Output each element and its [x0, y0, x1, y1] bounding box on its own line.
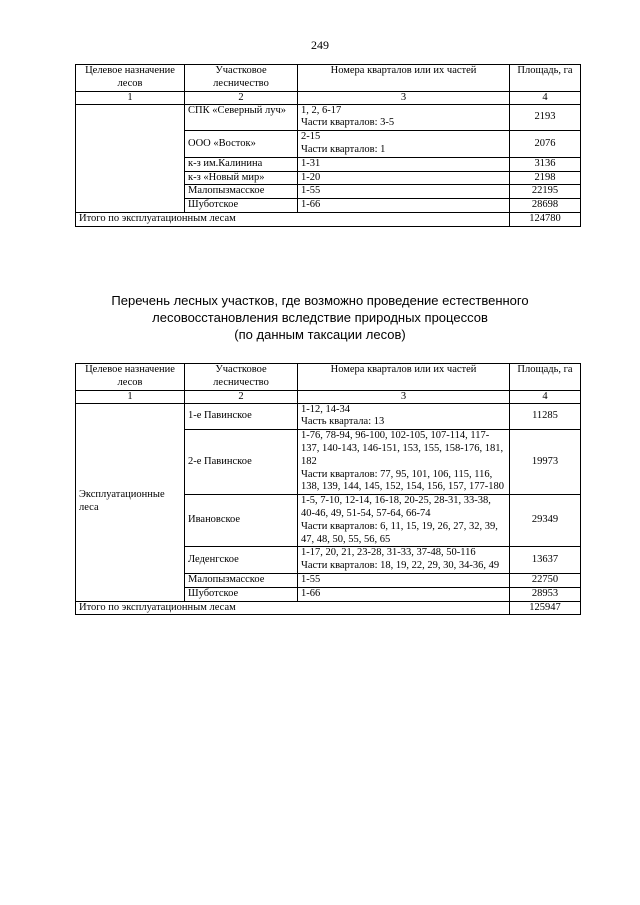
- forestry-cell: Шуботское: [185, 587, 298, 601]
- area-cell: 2193: [510, 104, 581, 131]
- quarters-full: 1-12, 14-34: [301, 403, 350, 415]
- header-quarters: Номера кварталов или их частей: [298, 364, 510, 391]
- table-header-row: [76, 364, 581, 391]
- header-quarters: Номера кварталов или их частей: [298, 65, 510, 92]
- area-cell: 29349: [510, 495, 581, 547]
- forestry-cell: 1-е Павинское: [185, 403, 298, 430]
- header-purpose: Целевое назначение лесов: [76, 364, 185, 391]
- heading-line: Перечень лесных участков, где возможно проведение естественного: [111, 293, 529, 308]
- quarters-cell: 1-66: [298, 199, 510, 213]
- area-cell: 2076: [510, 131, 581, 158]
- quarters-cell: [298, 495, 510, 547]
- section-heading: [0, 292, 640, 343]
- header-forestry: Участковое лесничество: [185, 65, 298, 92]
- table-row: [76, 104, 581, 131]
- forestry-cell: Малопызмасское: [185, 185, 298, 199]
- forestry-cell: СПК «Северный луч»: [185, 104, 298, 131]
- quarters-full: 2-15: [301, 131, 321, 143]
- quarters-cell: [298, 430, 510, 495]
- quarters-cell: 1-55: [298, 574, 510, 588]
- total-label: Итого по эксплуатационным лесам: [76, 213, 510, 227]
- column-number: 4: [510, 390, 581, 403]
- purpose-cell: Эксплуатационные леса: [76, 403, 185, 601]
- table-row: [76, 403, 581, 430]
- total-value: 124780: [510, 213, 581, 227]
- header-area: Площадь, га: [510, 65, 581, 92]
- quarters-cell: [298, 547, 510, 574]
- header-area: Площадь, га: [510, 364, 581, 391]
- column-number: 4: [510, 91, 581, 104]
- column-number-row: [76, 91, 581, 104]
- forestry-cell: 2-е Павинское: [185, 430, 298, 495]
- column-number-row: [76, 390, 581, 403]
- quarters-partial: Части кварталов: 1: [301, 144, 386, 156]
- heading-line: (по данным таксации лесов): [234, 327, 406, 342]
- area-cell: 11285: [510, 403, 581, 430]
- quarters-partial: Части кварталов: 3-5: [301, 117, 395, 129]
- quarters-partial: Части кварталов: 77, 95, 101, 106, 115, 116, 138, 139, 144, 145, 152, 154, 156, 157, 177-180: [301, 468, 504, 493]
- column-number: 3: [298, 390, 510, 403]
- table-natural-regeneration: [75, 363, 581, 615]
- quarters-cell: 1-66: [298, 587, 510, 601]
- quarters-full: 1, 2, 6-17: [301, 104, 342, 116]
- total-label: Итого по эксплуатационным лесам: [76, 601, 510, 615]
- column-number: 2: [185, 91, 298, 104]
- header-forestry: Участковое лесничество: [185, 364, 298, 391]
- table-header-row: [76, 65, 581, 92]
- area-cell: 22195: [510, 185, 581, 199]
- total-value: 125947: [510, 601, 581, 615]
- forestry-cell: к-з «Новый мир»: [185, 171, 298, 185]
- quarters-cell: [298, 131, 510, 158]
- forestry-cell: Леденгское: [185, 547, 298, 574]
- quarters-cell: 1-20: [298, 171, 510, 185]
- quarters-full: 1-17, 20, 21, 23-28, 31-33, 37-48, 50-116: [301, 547, 476, 559]
- forestry-cell: Ивановское: [185, 495, 298, 547]
- forestry-cell: Шуботское: [185, 199, 298, 213]
- page-number: 249: [311, 38, 329, 52]
- table-exploitation-forests: [75, 64, 581, 227]
- area-cell: 28698: [510, 199, 581, 213]
- area-cell: 2198: [510, 171, 581, 185]
- column-number: 1: [76, 390, 185, 403]
- area-cell: 13637: [510, 547, 581, 574]
- area-cell: 19973: [510, 430, 581, 495]
- forestry-cell: ООО «Восток»: [185, 131, 298, 158]
- quarters-cell: 1-31: [298, 157, 510, 171]
- quarters-partial: Часть квартала: 13: [301, 416, 385, 428]
- quarters-full: 1-76, 78-94, 96-100, 102-105, 107-114, 117-137, 140-143, 146-151, 153, 155, 158-176, 181, 182: [301, 430, 504, 467]
- total-row: [76, 213, 581, 227]
- heading-line: лесовосстановления вследствие природных процессов: [152, 310, 488, 325]
- column-number: 3: [298, 91, 510, 104]
- forestry-cell: к-з им.Калинина: [185, 157, 298, 171]
- area-cell: 3136: [510, 157, 581, 171]
- area-cell: 22750: [510, 574, 581, 588]
- purpose-cell-empty: [76, 104, 185, 212]
- quarters-cell: [298, 104, 510, 131]
- total-row: [76, 601, 581, 615]
- quarters-cell: 1-55: [298, 185, 510, 199]
- quarters-full: 1-5, 7-10, 12-14, 16-18, 20-25, 28-31, 33-38, 40-46, 49, 51-54, 57-64, 66-74: [301, 495, 491, 520]
- forestry-cell: Малопызмасское: [185, 574, 298, 588]
- column-number: 2: [185, 390, 298, 403]
- header-purpose: Целевое назначение лесов: [76, 65, 185, 92]
- quarters-partial: Части кварталов: 18, 19, 22, 29, 30, 34-36, 49: [301, 560, 500, 572]
- quarters-cell: [298, 403, 510, 430]
- quarters-partial: Части кварталов: 6, 11, 15, 19, 26, 27, 32, 39, 47, 48, 50, 55, 56, 65: [301, 520, 498, 545]
- area-cell: 28953: [510, 587, 581, 601]
- column-number: 1: [76, 91, 185, 104]
